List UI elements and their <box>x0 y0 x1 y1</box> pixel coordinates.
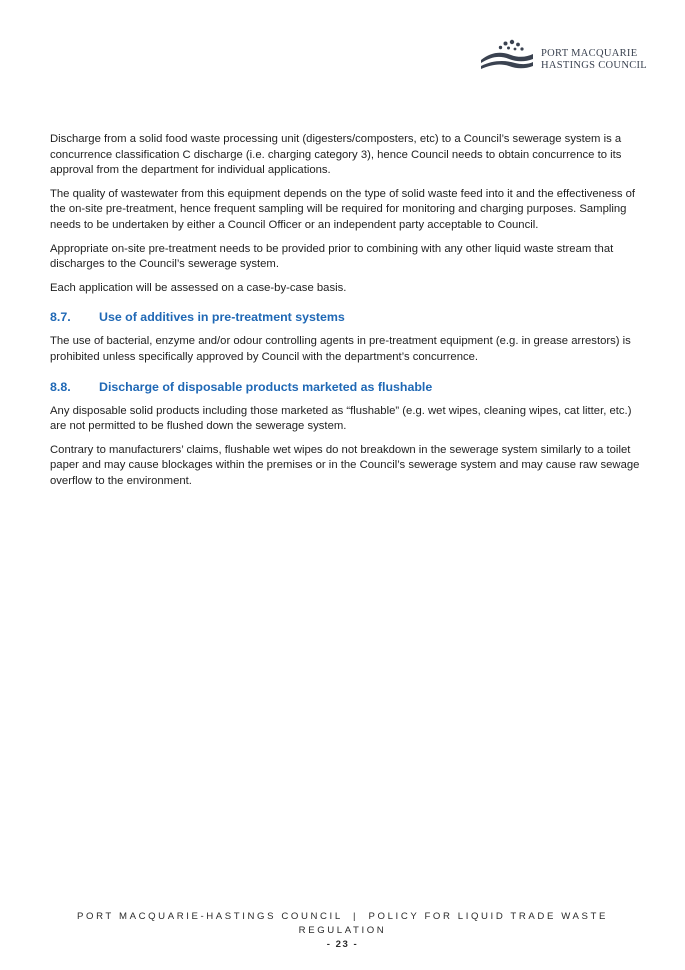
paragraph-flushable-products: Any disposable solid products including those marketed as “flushable” (e.g. wet wipes, cleaning wipes, cat litter, etc.) are not permitted to be flushed down the sewerage system. <box>50 404 632 433</box>
section-title: Use of additives in pre-treatment systems <box>99 310 345 325</box>
paragraph-wastewater-quality: The quality of wastewater from this equipment depends on the type of solid waste feed into it and the effectiveness of the on-site pre-treatment, hence frequent sampling will be required for monitoring and charging purposes. Sampling needs to be undertaken by either a Council Officer or an independent party acceptable to Council. <box>50 187 636 231</box>
section-title: Discharge of disposable products marketed as flushable <box>99 379 433 394</box>
council-logo-icon <box>479 38 535 74</box>
section-number: 8.8. <box>50 379 71 394</box>
paragraph-pre-treatment: Appropriate on-site pre-treatment needs to be provided prior to combining with any other liquid waste stream that discharges to the Council’s sewerage system. <box>50 242 614 271</box>
section-heading-8-7 <box>50 310 640 325</box>
section-heading-8-8 <box>50 380 640 395</box>
footer-title: PORT MACQUARIE-HASTINGS COUNCIL | POLICY FOR LIQUID TRADE WASTE <box>77 911 608 922</box>
page-number: - 23 - <box>326 939 359 950</box>
council-logo <box>479 38 649 74</box>
logo-line-2: HASTINGS COUNCIL <box>541 60 648 71</box>
paragraph-food-waste-discharge: Discharge from a solid food waste processing unit (digesters/composters, etc) to a Council’s sewerage system is a concurrence classification C discharge (i.e. charging category 3), hence Council needs to obtain concurrence to its approval from the department for individual applications. <box>50 133 622 177</box>
paragraph-wet-wipes: Contrary to manufacturers’ claims, flushable wet wipes do not breakdown in the sewerage system similarly to a toilet paper and may cause blockages within the premises or in the Council’s sewerage system and may cause raw sewage overflow to the environment. <box>50 443 640 487</box>
council-logo-text <box>541 48 647 72</box>
paragraph-additives: The use of bacterial, enzyme and/or odour controlling agents in pre-treatment equipment (e.g. in grease arrestors) is prohibited unless specifically approved by Council with the department’s concurrence. <box>50 335 631 363</box>
section-number: 8.7. <box>50 310 71 325</box>
footer-title-continued: REGULATION <box>298 925 387 936</box>
page-body <box>50 132 640 498</box>
page-footer <box>0 910 685 952</box>
paragraph-case-by-case: Each application will be assessed on a case-by-case basis. <box>50 281 347 294</box>
logo-line-1: PORT MACQUARIE <box>541 48 638 59</box>
